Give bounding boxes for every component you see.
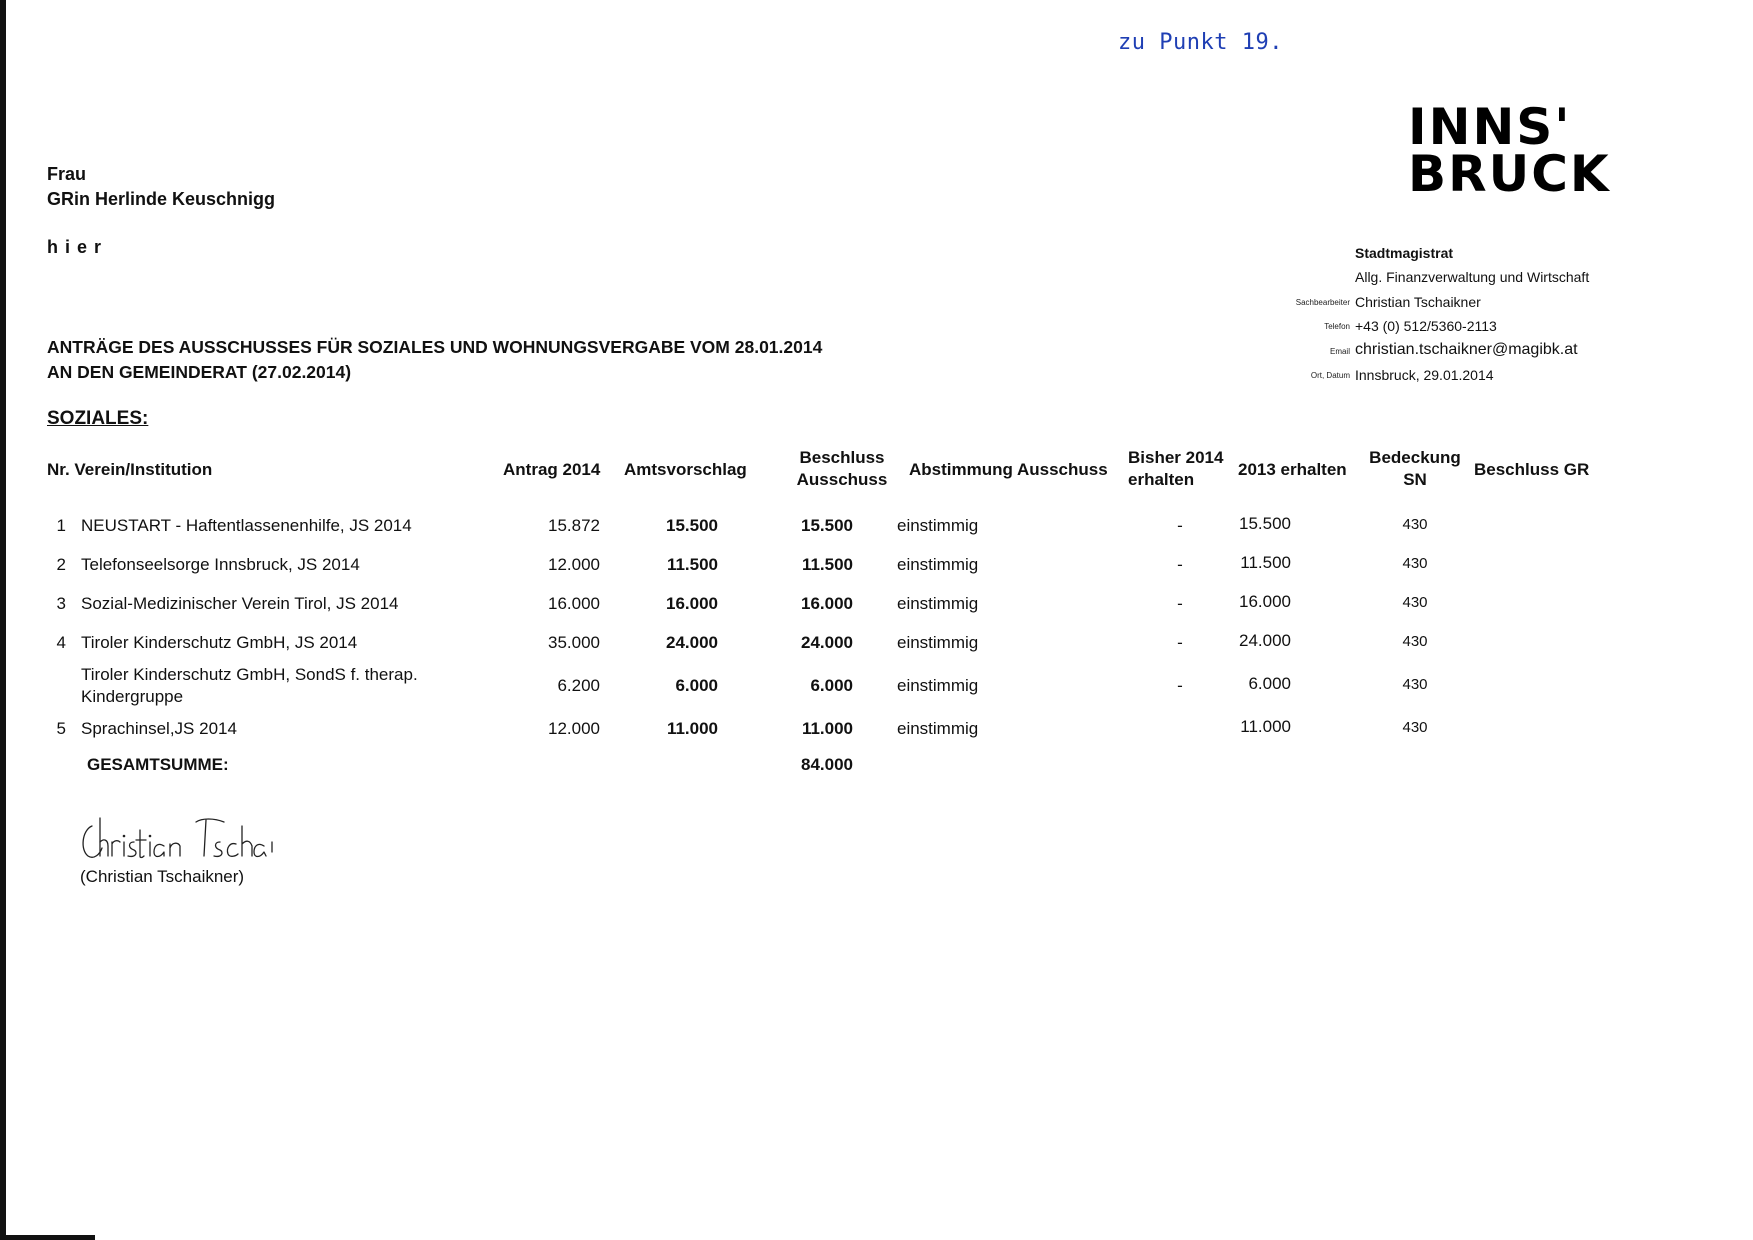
section-heading: SOZIALES: <box>47 408 149 429</box>
sender-office-row <box>1250 236 1650 261</box>
row-beschluss: 11.500 <box>801 555 853 574</box>
row-beschluss: 24.000 <box>801 633 853 652</box>
sender-date: Innsbruck, 29.01.2014 <box>1355 367 1494 383</box>
scan-edge-left <box>0 0 6 1240</box>
row-amtsvorschlag: 11.000 <box>666 719 718 738</box>
sender-clerk: Christian Tschaikner <box>1355 293 1481 310</box>
row-beschluss: 15.500 <box>801 516 853 535</box>
document-title <box>47 335 822 385</box>
header-beschluss-line-2: Ausschuss <box>796 470 888 489</box>
row-amtsvorschlag: 16.000 <box>666 594 718 613</box>
header-erhalten-2013: 2013 erhalten <box>1238 460 1347 479</box>
recipient-location: hier <box>47 237 109 257</box>
header-nr-institution: Nr. Verein/Institution <box>47 460 213 479</box>
row-bisher: - <box>1177 633 1183 652</box>
sender-phone: +43 (0) 512/5360-2113 <box>1355 318 1497 334</box>
sender-email-row <box>1250 334 1650 359</box>
row-abstimmung: einstimmig <box>897 594 979 613</box>
row-bedeckung: 430 <box>1402 676 1428 693</box>
header-beschluss-line-1: Beschluss <box>799 448 885 467</box>
row-erhalten-2013: 24.000 <box>1239 631 1291 650</box>
sender-clerk-label: Sachbearbeiter <box>1295 297 1350 307</box>
row-bedeckung: 430 <box>1402 719 1428 736</box>
row-erhalten-2013: 11.000 <box>1240 717 1291 736</box>
row-antrag: 15.872 <box>548 516 600 535</box>
sender-department-row <box>1250 261 1650 286</box>
sender-date-row <box>1250 359 1650 384</box>
row-abstimmung: einstimmig <box>897 555 979 574</box>
document-title-line-2: AN DEN GEMEINDERAT (27.02.2014) <box>47 362 352 382</box>
row-beschluss: 11.000 <box>801 719 853 738</box>
sender-department: Allg. Finanzverwaltung und Wirtschaft <box>1355 269 1590 285</box>
row-institution: Tiroler Kinderschutz GmbH, SondS f. therap. Kindergruppe <box>81 665 418 706</box>
row-bisher: - <box>1177 594 1183 613</box>
signer-name: (Christian Tschaikner) <box>80 867 245 886</box>
row-nr: 2 <box>56 555 66 574</box>
row-bedeckung: 430 <box>1402 555 1428 572</box>
sender-email: christian.tschaikner@magibk.at <box>1355 340 1578 358</box>
sender-clerk-row <box>1250 285 1650 310</box>
header-bedeckung-line-2: SN <box>1403 470 1427 489</box>
row-antrag: 12.000 <box>548 555 600 574</box>
row-bisher: - <box>1177 676 1183 695</box>
row-abstimmung: einstimmig <box>897 633 979 652</box>
row-abstimmung: einstimmig <box>897 676 979 695</box>
row-bisher: - <box>1177 555 1183 574</box>
row-nr: 5 <box>56 719 66 738</box>
row-antrag: 6.200 <box>557 676 600 695</box>
row-beschluss: 16.000 <box>801 594 853 613</box>
agenda-item-note: zu Punkt 19. <box>1118 30 1283 55</box>
total-value: 84.000 <box>801 755 853 774</box>
row-beschluss: 6.000 <box>810 676 853 695</box>
row-antrag: 35.000 <box>548 633 600 652</box>
sender-phone-label: Telefon <box>1324 322 1350 331</box>
logo-line-1: INNS' <box>1408 98 1572 156</box>
header-antrag: Antrag 2014 <box>503 460 601 479</box>
sender-office: Stadtmagistrat <box>1355 244 1454 261</box>
header-amtsvorschlag: Amtsvorschlag <box>624 460 747 479</box>
row-bedeckung: 430 <box>1402 594 1428 611</box>
header-abstimmung: Abstimmung Ausschuss <box>909 460 1108 479</box>
recipient-name: GRin Herlinde Keuschnigg <box>47 189 276 209</box>
row-amtsvorschlag: 24.000 <box>666 633 718 652</box>
sender-email-label: Email <box>1329 346 1350 356</box>
header-bisher-line-2: erhalten <box>1128 470 1195 489</box>
row-bedeckung: 430 <box>1402 516 1428 533</box>
recipient-salutation: Frau <box>47 164 87 184</box>
row-erhalten-2013: 11.500 <box>1240 553 1291 572</box>
row-amtsvorschlag: 15.500 <box>666 516 718 535</box>
row-institution: Telefonseelsorge Innsbruck, JS 2014 <box>81 555 360 574</box>
row-institution: Sozial-Medizinischer Verein Tirol, JS 2014 <box>81 594 399 613</box>
scan-edge-bottom <box>0 1235 95 1240</box>
innsbruck-logo <box>1408 98 1611 203</box>
sender-block <box>1250 236 1650 383</box>
header-bedeckung-line-1: Bedeckung <box>1369 448 1461 467</box>
row-nr: 3 <box>56 594 66 613</box>
header-beschluss-gr: Beschluss GR <box>1474 460 1590 479</box>
header-bisher-line-1: Bisher 2014 <box>1128 448 1224 467</box>
row-abstimmung: einstimmig <box>897 719 979 738</box>
row-erhalten-2013: 16.000 <box>1239 592 1291 611</box>
row-bisher: - <box>1177 516 1183 535</box>
row-institution: Tiroler Kinderschutz GmbH, JS 2014 <box>81 633 358 652</box>
row-erhalten-2013: 6.000 <box>1248 674 1291 693</box>
header-bisher <box>1128 447 1223 491</box>
row-antrag: 12.000 <box>548 719 600 738</box>
logo-line-2: BRUCK <box>1408 145 1611 203</box>
document-title-line-1: ANTRÄGE DES AUSSCHUSSES FÜR SOZIALES UND WOHNUNGSVERGABE VOM 28.01.2014 <box>47 337 823 357</box>
row-antrag: 16.000 <box>548 594 600 613</box>
total-label: GESAMTSUMME: <box>87 755 229 774</box>
row-amtsvorschlag: 11.500 <box>666 555 718 574</box>
row-abstimmung: einstimmig <box>897 516 979 535</box>
header-beschluss-ausschuss <box>782 447 902 491</box>
row-nr: 1 <box>56 516 66 535</box>
row-erhalten-2013: 15.500 <box>1239 514 1291 533</box>
handwritten-signature <box>78 812 278 867</box>
sender-date-label: Ort, Datum <box>1310 371 1350 380</box>
header-bedeckung <box>1360 447 1470 491</box>
row-institution: Sprachinsel,JS 2014 <box>81 719 237 738</box>
row-nr: 4 <box>56 633 66 652</box>
row-bedeckung: 430 <box>1402 633 1428 650</box>
recipient-address <box>47 162 275 212</box>
row-institution: NEUSTART - Haftentlassenenhilfe, JS 2014 <box>81 516 412 535</box>
sender-phone-row <box>1250 310 1650 335</box>
row-amtsvorschlag: 6.000 <box>675 676 718 695</box>
